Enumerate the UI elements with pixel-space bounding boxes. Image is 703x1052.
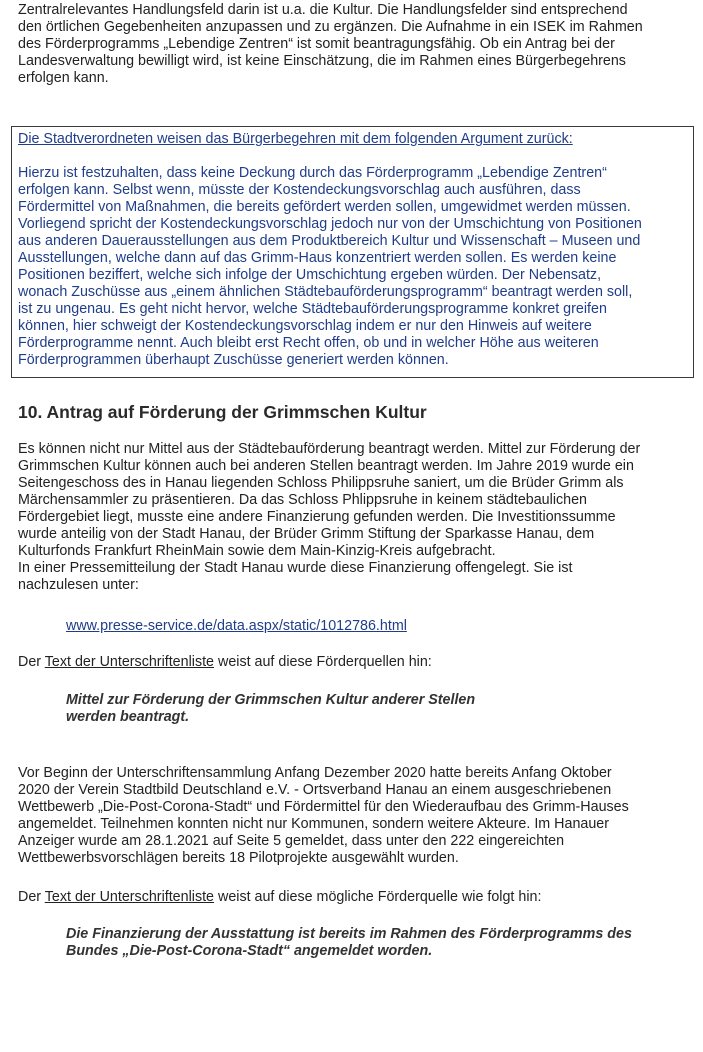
council-argument-line: Positionen beziffert, welche sich infolge der Umschichtung ergeben würden. Der Nebensatz,	[18, 267, 602, 283]
paragraph-line: Anzeiger wurde am 28.1.2021 auf Seite 5 gemeldet, dass unter den 222 eingereichten	[18, 833, 565, 849]
council-argument-line: Fördermittel von Maßnahmen, die bereits gefördert werden sollen, umgewidmet werden müssen.	[18, 199, 631, 215]
reference-suffix: weist auf diese mögliche Förderquelle wie folgt hin:	[214, 889, 542, 905]
quote-line: Die Finanzierung der Ausstattung ist bereits im Rahmen des Förderprogramms des	[66, 926, 632, 942]
council-argument-line: Ausstellungen, welche dann auf das Grimm-Haus konzentriert werden sollen. Es werden keine	[18, 250, 617, 266]
section-title: 10. Antrag auf Förderung der Grimmschen Kultur	[18, 402, 427, 422]
council-argument-line: Vorliegend spricht der Kostendeckungsvorschlag jedoch nur von der Umschichtung von Positionen	[18, 216, 642, 232]
council-argument-line: erfolgen kann. Selbst wenn, müsste der Kostendeckungsvorschlag auch ausführen, dass	[18, 182, 581, 198]
paragraph-line: nachzulesen unter:	[18, 577, 139, 593]
press-release-link[interactable]: www.presse-service.de/data.aspx/static/1012786.html	[66, 618, 407, 634]
signature-list-link[interactable]: Text der Unterschriftenliste	[44, 654, 215, 670]
council-argument-line: können, hier schweigt der Kostendeckungsvorschlag indem er nur den Hinweis auf weitere	[18, 318, 592, 334]
quote-line: Mittel zur Förderung der Grimmschen Kultur anderer Stellen	[66, 692, 476, 708]
council-argument-line: wonach Zuschüsse aus „einem ähnlichen Städtebauförderungsprogramm“ beantragt werden soll,	[18, 284, 633, 300]
council-argument-line: aus anderen Dauerausstellungen aus dem Produktbereich Kultur und Wissenschaft – Museen und	[18, 233, 641, 249]
paragraph-line: Fördergebiet liegt, musste eine andere Finanzierung gefunden werden. Die Investitionssumme	[18, 509, 616, 525]
paragraph-line: Wettbewerb „Die-Post-Corona-Stadt“ und Fördermittel für den Wiederaufbau des Grimm-Hauses	[18, 799, 629, 815]
intro-line: erfolgen kann.	[18, 70, 109, 86]
council-argument-line: Förderprogramme nennt. Auch bleibt erst Recht offen, ob und in welcher Höhe aus weiteren	[18, 335, 599, 351]
paragraph-line: Märchensammler zu präsentieren. Da das Schloss Phlippsruhe in keinem städtebaulichen	[18, 492, 587, 508]
paragraph-line: Seitengeschoss des in Hanau liegenden Schloss Philippsruhe saniert, um die Brüder Grimm als	[18, 475, 624, 491]
paragraph-line: Grimmschen Kultur können auch bei anderen Stellen beantragt werden. Im Jahre 2019 wurde ein	[18, 458, 634, 474]
council-argument-heading: Die Stadtverordneten weisen das Bürgerbegehren mit dem folgenden Argument zurück:	[18, 131, 573, 147]
intro-line: Landesverwaltung bewilligt wird, ist keine Einschätzung, die im Rahmen eines Bürgerbegehrens	[18, 53, 626, 69]
council-argument-line: Hierzu ist festzuhalten, dass keine Deckung durch das Förderprogramm „Lebendige Zentren“	[18, 165, 607, 181]
reference-prefix: Der	[18, 654, 45, 670]
paragraph-line: In einer Pressemitteilung der Stadt Hanau wurde diese Finanzierung offengelegt. Sie ist	[18, 560, 573, 576]
paragraph-line: angemeldet. Teilnehmen konnten nicht nur Kommunen, sondern weitere Akteure. Im Hanauer	[18, 816, 610, 832]
paragraph-line: wurde anteilig von der Stadt Hanau, der Brüder Grimm Stiftung der Sparkasse Hanau, dem	[18, 526, 595, 542]
intro-line: den örtlichen Gegebenheiten anzupassen und zu ergänzen. Die Aufnahme in ein ISEK im Rahmen	[18, 19, 643, 35]
signature-list-link[interactable]: Text der Unterschriftenliste	[44, 889, 215, 905]
reference-suffix: weist auf diese Förderquellen hin:	[214, 654, 432, 670]
paragraph-line: Kulturfonds Frankfurt RheinMain sowie dem Main-Kinzig-Kreis aufgebracht.	[18, 543, 496, 559]
council-argument-line: Förderprogrammen überhaupt Zuschüsse generiert werden können.	[18, 352, 449, 368]
paragraph-line: Wettbewerbsvorschlägen bereits 18 Pilotprojekte ausgewählt wurden.	[18, 850, 459, 866]
intro-line: Zentralrelevantes Handlungsfeld darin ist u.a. die Kultur. Die Handlungsfelder sind entsprechend	[18, 2, 628, 18]
quote-line: werden beantragt.	[66, 709, 190, 725]
quote-line: Bundes „Die-Post-Corona-Stadt“ angemeldet worden.	[66, 943, 433, 959]
intro-line: des Förderprogramms „Lebendige Zentren“ ist somit beantragungsfähig. Ob ein Antrag bei der	[18, 36, 615, 52]
reference-prefix: Der	[18, 889, 45, 905]
paragraph-line: Es können nicht nur Mittel aus der Städtebauförderung beantragt werden. Mittel zur Förderung der	[18, 441, 641, 457]
paragraph-line: Vor Beginn der Unterschriftensammlung Anfang Dezember 2020 hatte bereits Anfang Oktober	[18, 765, 612, 781]
paragraph-line: 2020 der Verein Stadtbild Deutschland e.V. - Ortsverband Hanau an einem ausgeschriebenen	[18, 782, 612, 798]
council-argument-line: ist zu ungenau. Es geht nicht hervor, welche Städtebauförderungsprogramme konkret greifen	[18, 301, 607, 317]
